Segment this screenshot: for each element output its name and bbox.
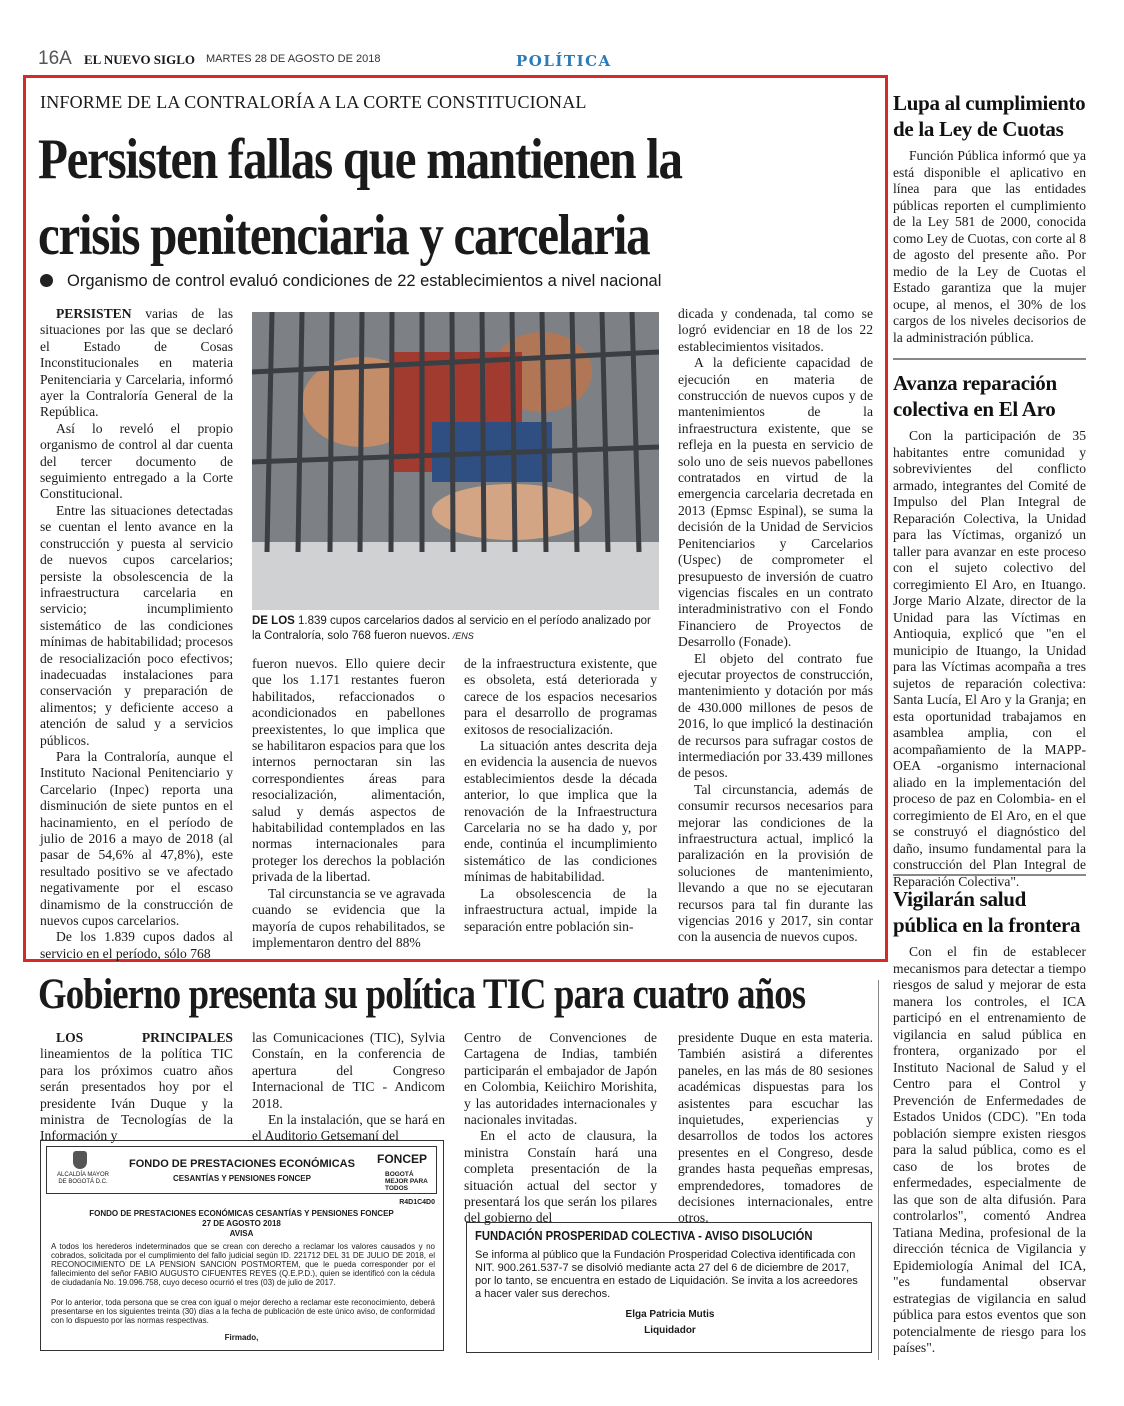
tic-col-3 [464, 1030, 657, 1227]
bogota-crest-icon [73, 1151, 87, 1169]
ad-logo-left [51, 1172, 115, 1186]
sidebar-story-3 [893, 886, 1086, 1357]
ad-foncep-header [46, 1146, 437, 1194]
tic-col-4 [678, 1030, 873, 1227]
main-kicker: INFORME DE LA CONTRALORÍA A LA CORTE CONSTITUCIONAL [40, 92, 587, 112]
ad-code: R4D1C4D0 [399, 1199, 435, 1206]
headline-line-2: crisis penitenciaria y carcelaria [38, 204, 650, 267]
subhead-text: Organismo de control evaluó condiciones de 22 establecimientos a nivel nacional [67, 272, 662, 290]
sidebar [893, 90, 1086, 1357]
ad-fundacion-body: Se informa al público que la Fundación Prosperidad Colectiva identificada con NIT. 900.261.537-7 se disolvió mediante acta 27 del 6 de diciembre de 2017, por lo tanto, se encuentra en estado de Liquidación. Se invita a los acreedores a hacer valer sus derechos. [475, 1249, 858, 1300]
bullet-icon [40, 274, 53, 287]
paragraph: La obsolescencia de la infraestructura actual, impide la separación entre población sin- [464, 885, 657, 934]
paper-name: EL NUEVO SIGLO [84, 52, 195, 67]
sidebar-story-2 [893, 370, 1086, 889]
photo-caption [252, 614, 662, 644]
ad-body-title: FONDO DE PRESTACIONES ECONÓMICAS CESANTÍAS Y PENSIONES FONCEP [89, 1209, 394, 1218]
page-header [38, 48, 1088, 72]
paragraph: Para la Contraloría, aunque el Instituto Nacional Penitenciario y Carcelario (Inpec) reporta una disminución de siete puntos en el hacinamiento, en el período de julio de 2016 a mayo de 2018 (al pasar de 54,6% al 47,8%), este resultado positivo se ve afectado negativamente por el escaso dinamismo de la construcción de nuevos cupos carcelarios. [40, 748, 233, 929]
main-col-1 [40, 306, 233, 962]
sidebar-text: Función Pública informó que ya está disponible el aplicativo en línea para que las entidades públicas reporten el cumplimiento de la Ley 581 de 2000, conocida como Ley de Cuotas, con corte al 8 de agosto del presente año. Por medio de la Ley de Cuotas el Estado garantiza que la mujer ocupe, al menos, el 30% de los cargos de los niveles decisorios de la administración pública. [893, 148, 1086, 345]
tic-col-1 [40, 1030, 233, 1145]
paragraph: La situación antes descrita deja en evidencia la ausencia de nuevos establecimientos desde la década anterior, lo que implica que la renovación de la Infraestructura Carcelaria no se ha dado y, por ende, continúa el incumplimiento sistemático de las condiciones mínimas de habitabilidad. [464, 738, 657, 885]
paragraph: lineamientos de la política TIC para los próximos cuatro años serán presentados hoy por el presidente Iván Duque y la ministra de Tecnologías de la Información y [40, 1046, 233, 1144]
sidebar-story-1 [893, 90, 1086, 358]
logo-text: DE BOGOTÁ D.C. [58, 1179, 108, 1185]
sidebar-title: Lupa al cumplimiento de la Ley de Cuotas [893, 91, 1086, 141]
paragraph: En la instalación, que se hará en el Auditorio Getsemaní del [252, 1112, 445, 1144]
main-col-4 [678, 306, 873, 946]
caption-credit: /ENS [450, 631, 474, 641]
paragraph: varias de las situaciones por las que se declaró el Estado de Cosas Inconstitucionales en materia Penitenciaria y Carcelaria, informó ayer la Contraloría General de la República. [40, 306, 233, 420]
ad-fundacion-signer: Elga Patricia Mutis [625, 1309, 715, 1320]
paragraph: De los 1.839 cupos dados al servicio en el período, sólo 768 [40, 929, 233, 961]
ad-fundacion [466, 1222, 872, 1353]
lead-word: PERSISTEN [56, 306, 132, 321]
ad-fundacion-title: FUNDACIÓN PROSPERIDAD COLECTIVA - AVISO DISOLUCIÓN [475, 1229, 813, 1243]
paragraph: Tal circunstancia, además de consumir recursos necesarios para mejorar las condiciones de la infraestructura actual, implicó la paralización en la provisión de soluciones de mantenimiento, llevando a que no se ejecutaran recursos para tal fin durante las vigencias 2016 y 2017, sin contar con la ausencia de nuevos cupos. [678, 781, 873, 945]
lead-word: LOS PRINCIPALES [56, 1030, 233, 1045]
foncep-logo: FONCEP [377, 1152, 428, 1166]
ad-body-p1: A todos los herederos indeterminados que se crean con derecho a reclamar los valores causados y no cobrados, solicitada por el cumplimiento del fallo judicial según ID. 221712 DEL 31 DE JULIO DE 2018, el RECONOCIMIENTO DE LA PENSION SANCION POSTMORTEM, que le pueda corresponder por el fallecimiento del señor FABIO AUGUSTO CIFUENTES REYES (Q.E.P.D.), quien se identificó con la cédula de ciudadanía No. 19.096.758, cuyo deceso ocurrió el tres (03) de julio de 2017. [51, 1242, 435, 1287]
section-name: POLÍTICA [516, 52, 612, 70]
ad-foncep-subtitle: CESANTÍAS Y PENSIONES FONCEP [173, 1174, 311, 1183]
main-col-3 [464, 656, 657, 935]
ad-body-avisa: AVISA [229, 1229, 254, 1238]
paragraph: Así lo reveló el propio organismo de control al dar cuenta del tercer documento de seguimiento entregado a la Corte Constitucional. [40, 420, 233, 502]
main-subhead [40, 272, 870, 291]
tic-headline: Gobierno presenta su política TIC para cuatro años [38, 971, 806, 1018]
bogota-mejor-logo: BOGOTÁ MEJOR PARA TODOS [385, 1171, 428, 1192]
paragraph: El objeto del contrato fue ejecutar proyectos de construcción, mantenimiento y dotación por más de 430.000 millones de pesos de 2016, lo que implicó la destinación de recursos para sufragar costos de intermediación por 33.439 millones de pesos. [678, 650, 873, 781]
ad-body-date: 27 DE AGOSTO 2018 [202, 1219, 281, 1228]
paragraph: presidente Duque en esta materia. También asistirá a diferentes paneles, en las más de 80 sesiones académicas dispuestas para los asistentes para escuchar las inquietudes, experiencias y desarrollos de todos los actores presentes en el Congreso, desde grandes hasta pequeñas empresas, emprendedores, tomadores de decisiones internacionales, entre otros. [678, 1030, 873, 1226]
header-date: MARTES 28 DE AGOSTO DE 2018 [206, 53, 381, 65]
divider [893, 358, 1086, 360]
logo-text: ALCALDÍA MAYOR [57, 1172, 109, 1178]
main-headline [38, 122, 760, 274]
ad-body-p2: Por lo anterior, toda persona que se crea con igual o mejor derecho a reclamar este reconocimiento, deberá presentarse en los siguientes treinta (30) días a la fecha de publicación de este único aviso, de conformidad con lo dispuesto por las normas respectivas. [51, 1298, 435, 1325]
paragraph: dicada y condenada, tal como se logró evidenciar en 18 de los 22 establecimientos visitados. [678, 306, 873, 354]
sidebar-title: Vigilarán salud pública en la frontera [893, 887, 1081, 937]
paragraph: fueron nuevos. Ello quiere decir que los 1.171 restantes fueron habilitados, refaccionados o acondicionados en pabellones preexistentes, lo que implica que se habilitaron espacios para que los internos pernoctaran sin las correspondientes áreas para resocialización, alimentación, salud y demás aspectos de habitabilidad contemplados en las normas internacionales para proteger los derechos la población privada de la libertad. [252, 656, 445, 885]
paragraph: En el acto de clausura, la ministra Constaín hará una completa presentación de la situación actual del sector y presentará los que serán los pilares del gobierno del [464, 1128, 657, 1226]
paragraph: de la infraestructura existente, que es obsoleta, está deteriorada y carece de los espacios necesarios para el desarrollo de programas exitosos de resocialización. [464, 656, 657, 737]
sidebar-text: Con el fin de establecer mecanismos para detectar a tiempo riesgos de salud y mejorar de esta manera los controles, el ICA participó en el entrenamiento de vigilancia en salud pública en frontera, organizado por el Instituto Nacional de Salud y el Centro para el Control y Prevención de Enfermedades de Estados Unidos (CDC). "En toda población siempre existen riesgos para la salud pública, como es el caso de los brotes de enfermedades, especialmente de las que son de alta difusión. Para controlarlos", comentó Andrea Tatiana Medina, profesional de la dirección técnica de Vigilancia y Epidemiología Animal del ICA, "es fundamental observar estrategias de vigilancia en salud pública para estos eventos que son potencialmente de riesgo para los países". [893, 944, 1086, 1355]
sidebar-title: Avanza reparación colectiva en El Aro [893, 371, 1057, 421]
main-col-2 [252, 656, 445, 951]
page-number: 16A [38, 48, 72, 69]
sidebar-text: Con la participación de 35 habitantes entre comunidad y sobrevivientes del conflicto armado, integrantes del Comité de Impulso del Plan Integral de Reparación Colectiva, la Unidad para las Víctimas, organizó un taller para avanzar en este proceso con el sujeto colectivo del corregimiento El Aro, en Ituango. Jorge Mario Alzate, director de la Unidad para las Víctimas en Antioquia, explicó que "en el municipio de Ituango, la Unidad para las Víctimas acompaña a tres sujetos de reparación colectiva: Santa Lucía, El Aro y la Granja; en esta oportunidad trabajamos en asamblea amplia, con el acompañamiento de la MAPP-OEA -organismo internacional aliado en la implementación del proceso de paz en Colombia- en el corregimiento de El Aro, en el que se construyó el diagnóstico del daño, insumo fundamental para la construcción del Plan Integral de Reparación Colectiva". [893, 428, 1086, 889]
headline-line-1: Persisten fallas que mantienen la [38, 128, 682, 191]
prison-bars-icon [252, 312, 659, 610]
paragraph: Tal circunstancia se ve agravada cuando se evidencia que la mayoría de cupos rehabilitados, se implementaron dentro del 88% [252, 885, 445, 950]
caption-text: 1.839 cupos carcelarios dados al servicio en el período analizado por la Contraloría, solo 768 fueron nuevos. [252, 615, 651, 642]
sidebar-separator [878, 980, 879, 1360]
prison-photo [252, 312, 659, 610]
paragraph: Entre las situaciones detectadas se cuentan el lento avance en la construcción y puesta al servicio de nuevos cupos carcelarios; persiste la obsolescencia de la infraestructura carcelaria en servicio; incumplimiento sistemático de las condiciones mínimas de habitabilidad; procesos de resocialización poco efectivos; inadecuadas instalaciones para conservación y preparación de alimentos; y deficiente acceso a atención de salud y a servicios públicos. [40, 502, 233, 748]
ad-signed: Firmado, [224, 1333, 259, 1342]
paragraph: A la deficiente capacidad de ejecución en materia de construcción de nuevos cupos y de mantenimientos de la infraestructura existente, que se refleja en la puesta en servicio de solo uno de seis nuevos pabellones contratados en virtud de la emergencia carcelaria decretada en 2013 (Epmsc Espinal), se suma la decisión de la Unidad de Servicios Penitenciarios y Carcelarios (Uspec) de comprometer el presupuesto de inversión de cuatro vigencias fiscales en un contrato interadministrativo con el Fondo Financiero de Proyectos de Desarrollo (Fonade). [678, 355, 873, 650]
caption-lead: DE LOS [252, 615, 295, 627]
ad-foncep-title: FONDO DE PRESTACIONES ECONÓMICAS [129, 1158, 355, 1170]
paragraph: las Comunicaciones (TIC), Sylvia Constaín, en la conferencia de apertura del Congreso Internacional de TIC - Andicom 2018. [252, 1030, 445, 1111]
tic-col-2 [252, 1030, 445, 1145]
ad-fundacion-role: Liquidador [644, 1325, 696, 1336]
paragraph: Centro de Convenciones de Cartagena de Indias, también participarán el embajador de Japón en Colombia, Keiichiro Morishita, y las autoridades internacionales y nacionales invitadas. [464, 1030, 657, 1128]
ad-foncep [40, 1140, 444, 1351]
